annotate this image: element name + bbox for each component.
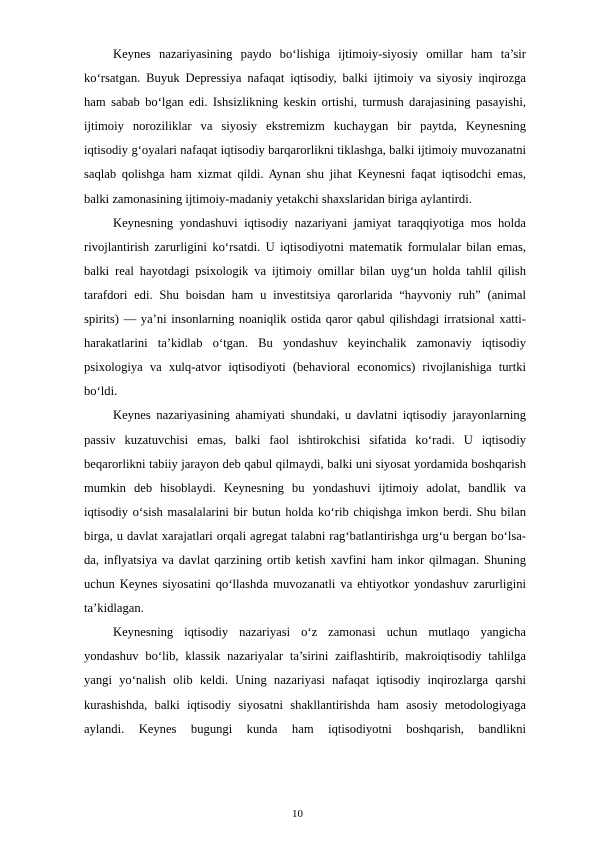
- paragraph-4: Keynesning iqtisodiy nazariyasi o‘z zamonasi uchun mutlaqo yangicha yondashuv bo‘lib, klassik nazariyalar ta’sirini zaiflashtirib, makroiqtisodiy tahlilga yangi yo‘nalish olib keldi. Uning nazariyasi nafaqat iqtisodiy inqirozlarga qarshi kurashishda, balki iqtisodiy siyosatni shakllantirishda ham asosiy metodologiyaga aylandi. Keynes bugungi kunda ham iqtisodiyotni boshqarish, bandlikni: [84, 625, 526, 736]
- page-number: 10: [292, 808, 303, 820]
- paragraph-2: Keynesning yondashuvi iqtisodiy nazariyani jamiyat taraqqiyotiga mos holda rivojlantirish zarurligini ko‘rsatdi. U iqtisodiyotni matematik formulalar bilan emas, balki real hayotdagi psixologik va ijtimoiy omillar bilan uyg‘un holda tahlil qilish tarafdori edi. Shu boisdan ham u investitsiya qarorlarida “hayvoniy ruh” (animal spirits) — ya’ni insonlarning noaniqlik ostida qaror qabul qilishdagi irratsional xatti-harakatlarini ta’kidlab o‘tgan. Bu yondashuv keyinchalik zamonaviy iqtisodiy psixologiya va xulq-atvor iqtisodiyoti (behavioral economics) rivojlanishiga turtki bo‘ldi.: [84, 215, 526, 399]
- paragraph-1: Keynes nazariyasining paydo bo‘lishiga ijtimoiy-siyosiy omillar ham ta’sir ko‘rsatgan. Buyuk Depressiya nafaqat iqtisodiy, balki ijtimoiy va siyosiy inqirozga ham sabab bo‘lgan edi. Ishsizlikning keskin ortishi, turmush darajasining pasayishi, ijtimoiy noroziliklar va siyosiy ekstremizm kuchaygan bir paytda, Keynesning iqtisodiy g‘oyalari nafaqat iqtisodiy barqarorlikni tiklashga, balki ijtimoiy muvozanatni saqlab qolishga ham xizmat qildi. Aynan shu jihat Keynesni faqat iqtisodchi emas, balki zamonasining ijtimoiy-madaniy yetakchi shaxslaridan biriga aylantirdi.: [84, 47, 526, 206]
- document-page: [84, 42, 526, 741]
- paragraph-3: Keynes nazariyasining ahamiyati shundaki, u davlatni iqtisodiy jarayonlarning passiv kuzatuvchisi emas, balki faol ishtirokchisi sifatida ko‘radi. U iqtisodiy beqarorlikni tabiiy jarayon deb qabul qilmaydi, balki uni siyosat yordamida boshqarish mumkin deb hisoblaydi. Keynesning bu yondashuvi ijtimoiy adolat, bandlik va iqtisodiy o‘sish masalalarini bir butun holda ko‘rib chiqishga imkon berdi. Shu bilan birga, u davlat xarajatlari orqali agregat talabni rag‘batlantirishga urg‘u bergan bo‘lsa-da, inflyatsiya va davlat qarzining ortib ketish xavfini ham inkor qilmagan. Shuning uchun Keynes siyosatini qo‘llashda muvozanatli va ehtiyotkor yondashuv zarurligini ta’kidlagan.: [84, 408, 526, 616]
